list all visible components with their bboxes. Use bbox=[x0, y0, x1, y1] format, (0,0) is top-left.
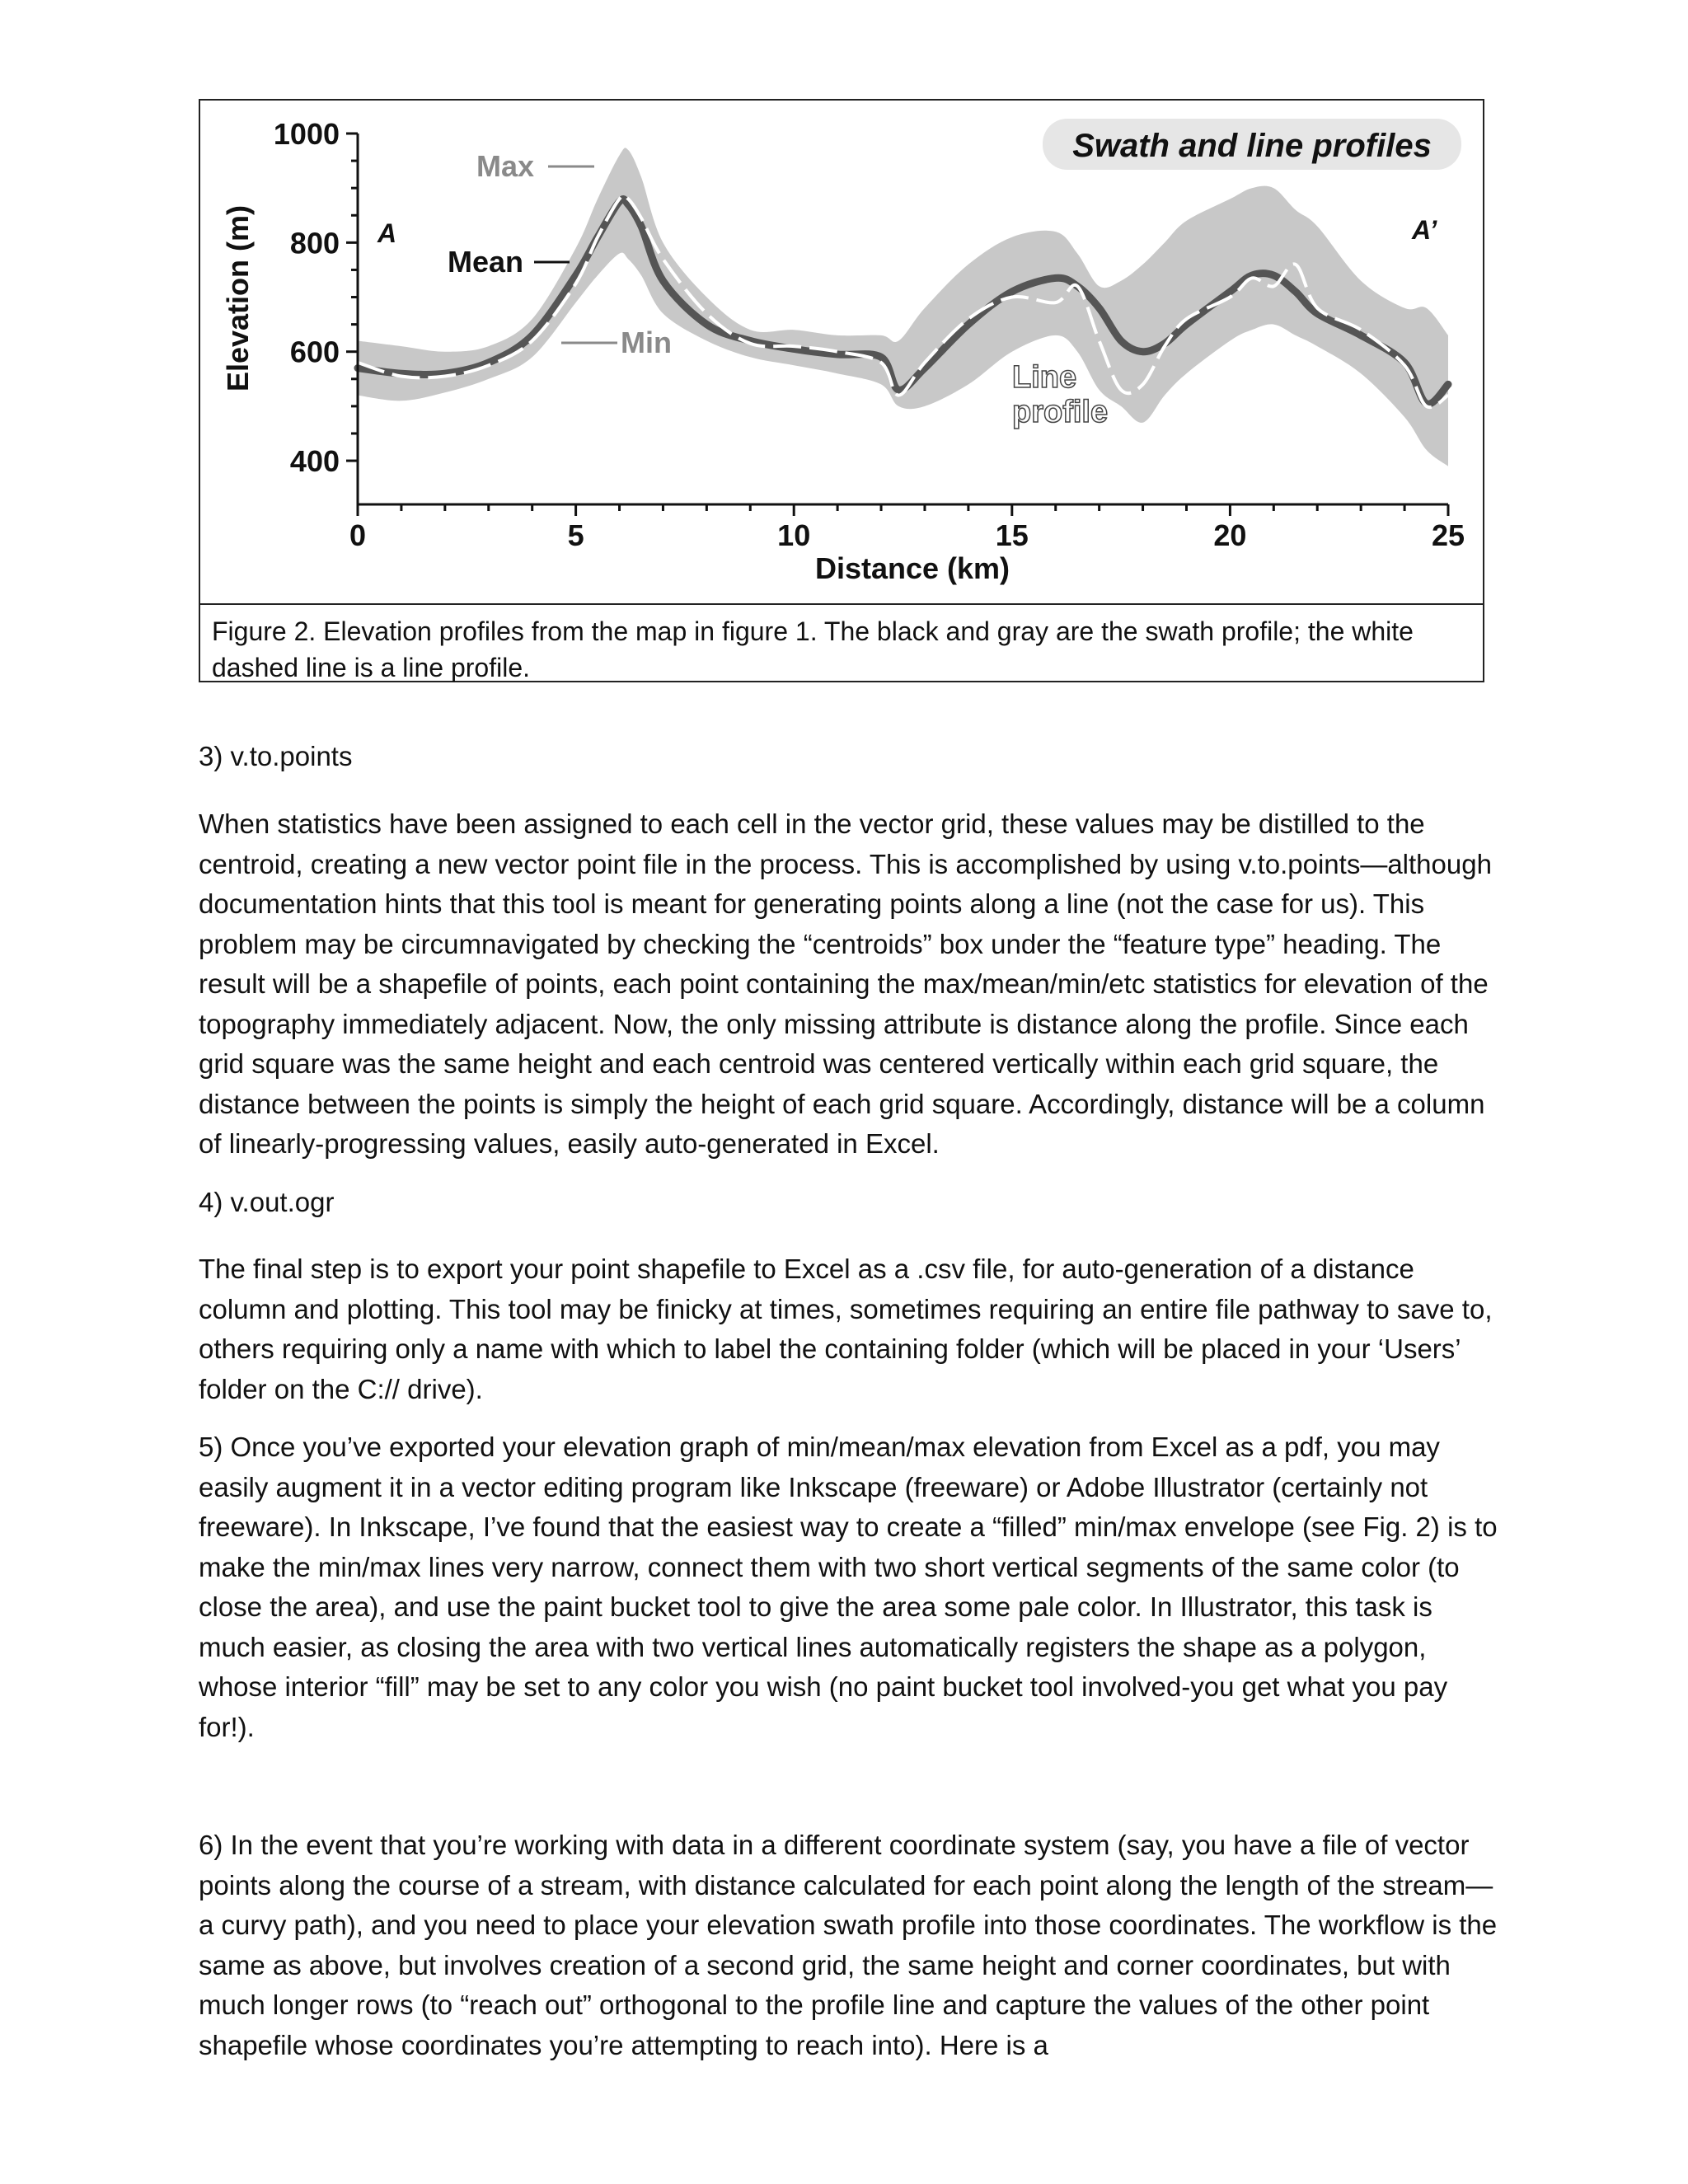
section-4-paragraph: The final step is to export your point shapefile to Excel as a .csv file, for auto-generation of a distance column and plotting. This tool may be finicky at times, sometimes requiring an entire file pathway to save to, others requiring only a name with which to label the containing folder (which will be placed in your ‘Users’ folder on the C:// drive). bbox=[199, 1254, 1493, 1404]
swath-envelope-max-min bbox=[358, 148, 1448, 466]
swath-profile-chart bbox=[200, 101, 1483, 603]
label-line-profile-1: Line bbox=[1012, 360, 1077, 395]
x-axis-label: Distance (km) bbox=[814, 551, 1010, 585]
y-tick-label: 600 bbox=[289, 335, 340, 369]
y-tick-label: 1000 bbox=[273, 117, 340, 151]
x-tick-label: 10 bbox=[777, 518, 811, 552]
figure-caption: Figure 2. Elevation profiles from the map in figure 1. The black and gray are the swath profile; the white dashed line is a line profile. bbox=[200, 603, 1483, 681]
label-a-start: A bbox=[377, 218, 397, 248]
y-tick-label: 400 bbox=[289, 444, 340, 479]
label-line-profile-2: profile bbox=[1012, 395, 1109, 429]
section-3-heading: 3) v.to.points bbox=[199, 741, 353, 771]
y-tick-label: 800 bbox=[289, 226, 340, 260]
x-tick-label: 15 bbox=[995, 518, 1029, 552]
x-tick-label: 25 bbox=[1431, 518, 1465, 552]
section-4-heading: 4) v.out.ogr bbox=[199, 1187, 335, 1217]
section-3-paragraph: When statistics have been assigned to each cell in the vector grid, these values may be distilled to the centroid, creating a new vector point file in the process. This is accomplished by using v.to.points—although documentation hints that this tool is meant for generating points along a line (not the case for us). This problem may be circumnavigated by checking the “centroids” box under the “feature type” heading. The result will be a shapefile of points, each point containing the max/mean/min/etc statistics for elevation of the topography immediately adjacent. Now, the only missing attribute is distance along the profile. Since each grid square was the same height and each centroid was centered vertically within each grid square, the distance between the points is simply the height of each grid square. Accordingly, distance will be a column of linearly-progressing values, easily auto-generated in Excel. bbox=[199, 808, 1492, 1159]
y-axis-label: Elevation (m) bbox=[221, 204, 255, 392]
figure-2 bbox=[199, 99, 1484, 682]
chart-title: Swath and line profiles bbox=[1072, 128, 1432, 164]
label-min: Min bbox=[621, 326, 672, 359]
label-mean: Mean bbox=[448, 245, 524, 279]
section-6-paragraph: 6) In the event that you’re working with data in a different coordinate system (say, you have a file of vector points along the course of a stream, with distance calculated for each point along the length of the stream—a curvy path), and you need to place your elevation swath profile into those coordinates. The workflow is the same as above, but involves creation of a second grid, the same height and corner coordinates, but with much longer rows (to “reach out” orthogonal to the profile line and capture the values of the other point shapefile whose coordinates you’re attempting to reach into). Here is a bbox=[199, 1830, 1498, 2060]
label-a-end: A’ bbox=[1412, 215, 1437, 245]
x-tick-label: 0 bbox=[349, 518, 367, 552]
section-5-paragraph: 5) Once you’ve exported your elevation graph of min/mean/max elevation from Excel as a pdf, you may easily augment it in a vector editing program like Inkscape (freeware) or Adobe Illustrator (certainly not freeware). In Inkscape, I’ve found that the easiest way to create a “filled” min/max envelope (see Fig. 2) is to make the min/max lines very narrow, connect them with two short vertical segments of the same color (to close the area), and use the paint bucket tool to give the area some pale color. In Illustrator, this task is much easier, as closing the area with two vertical lines automatically registers the shape as a polygon, whose interior “fill” may be set to any color you wish (no paint bucket tool involved-you get what you pay for!). bbox=[199, 1432, 1498, 1742]
x-tick-label: 5 bbox=[567, 518, 584, 552]
label-max: Max bbox=[476, 149, 535, 183]
x-tick-label: 20 bbox=[1213, 518, 1247, 552]
